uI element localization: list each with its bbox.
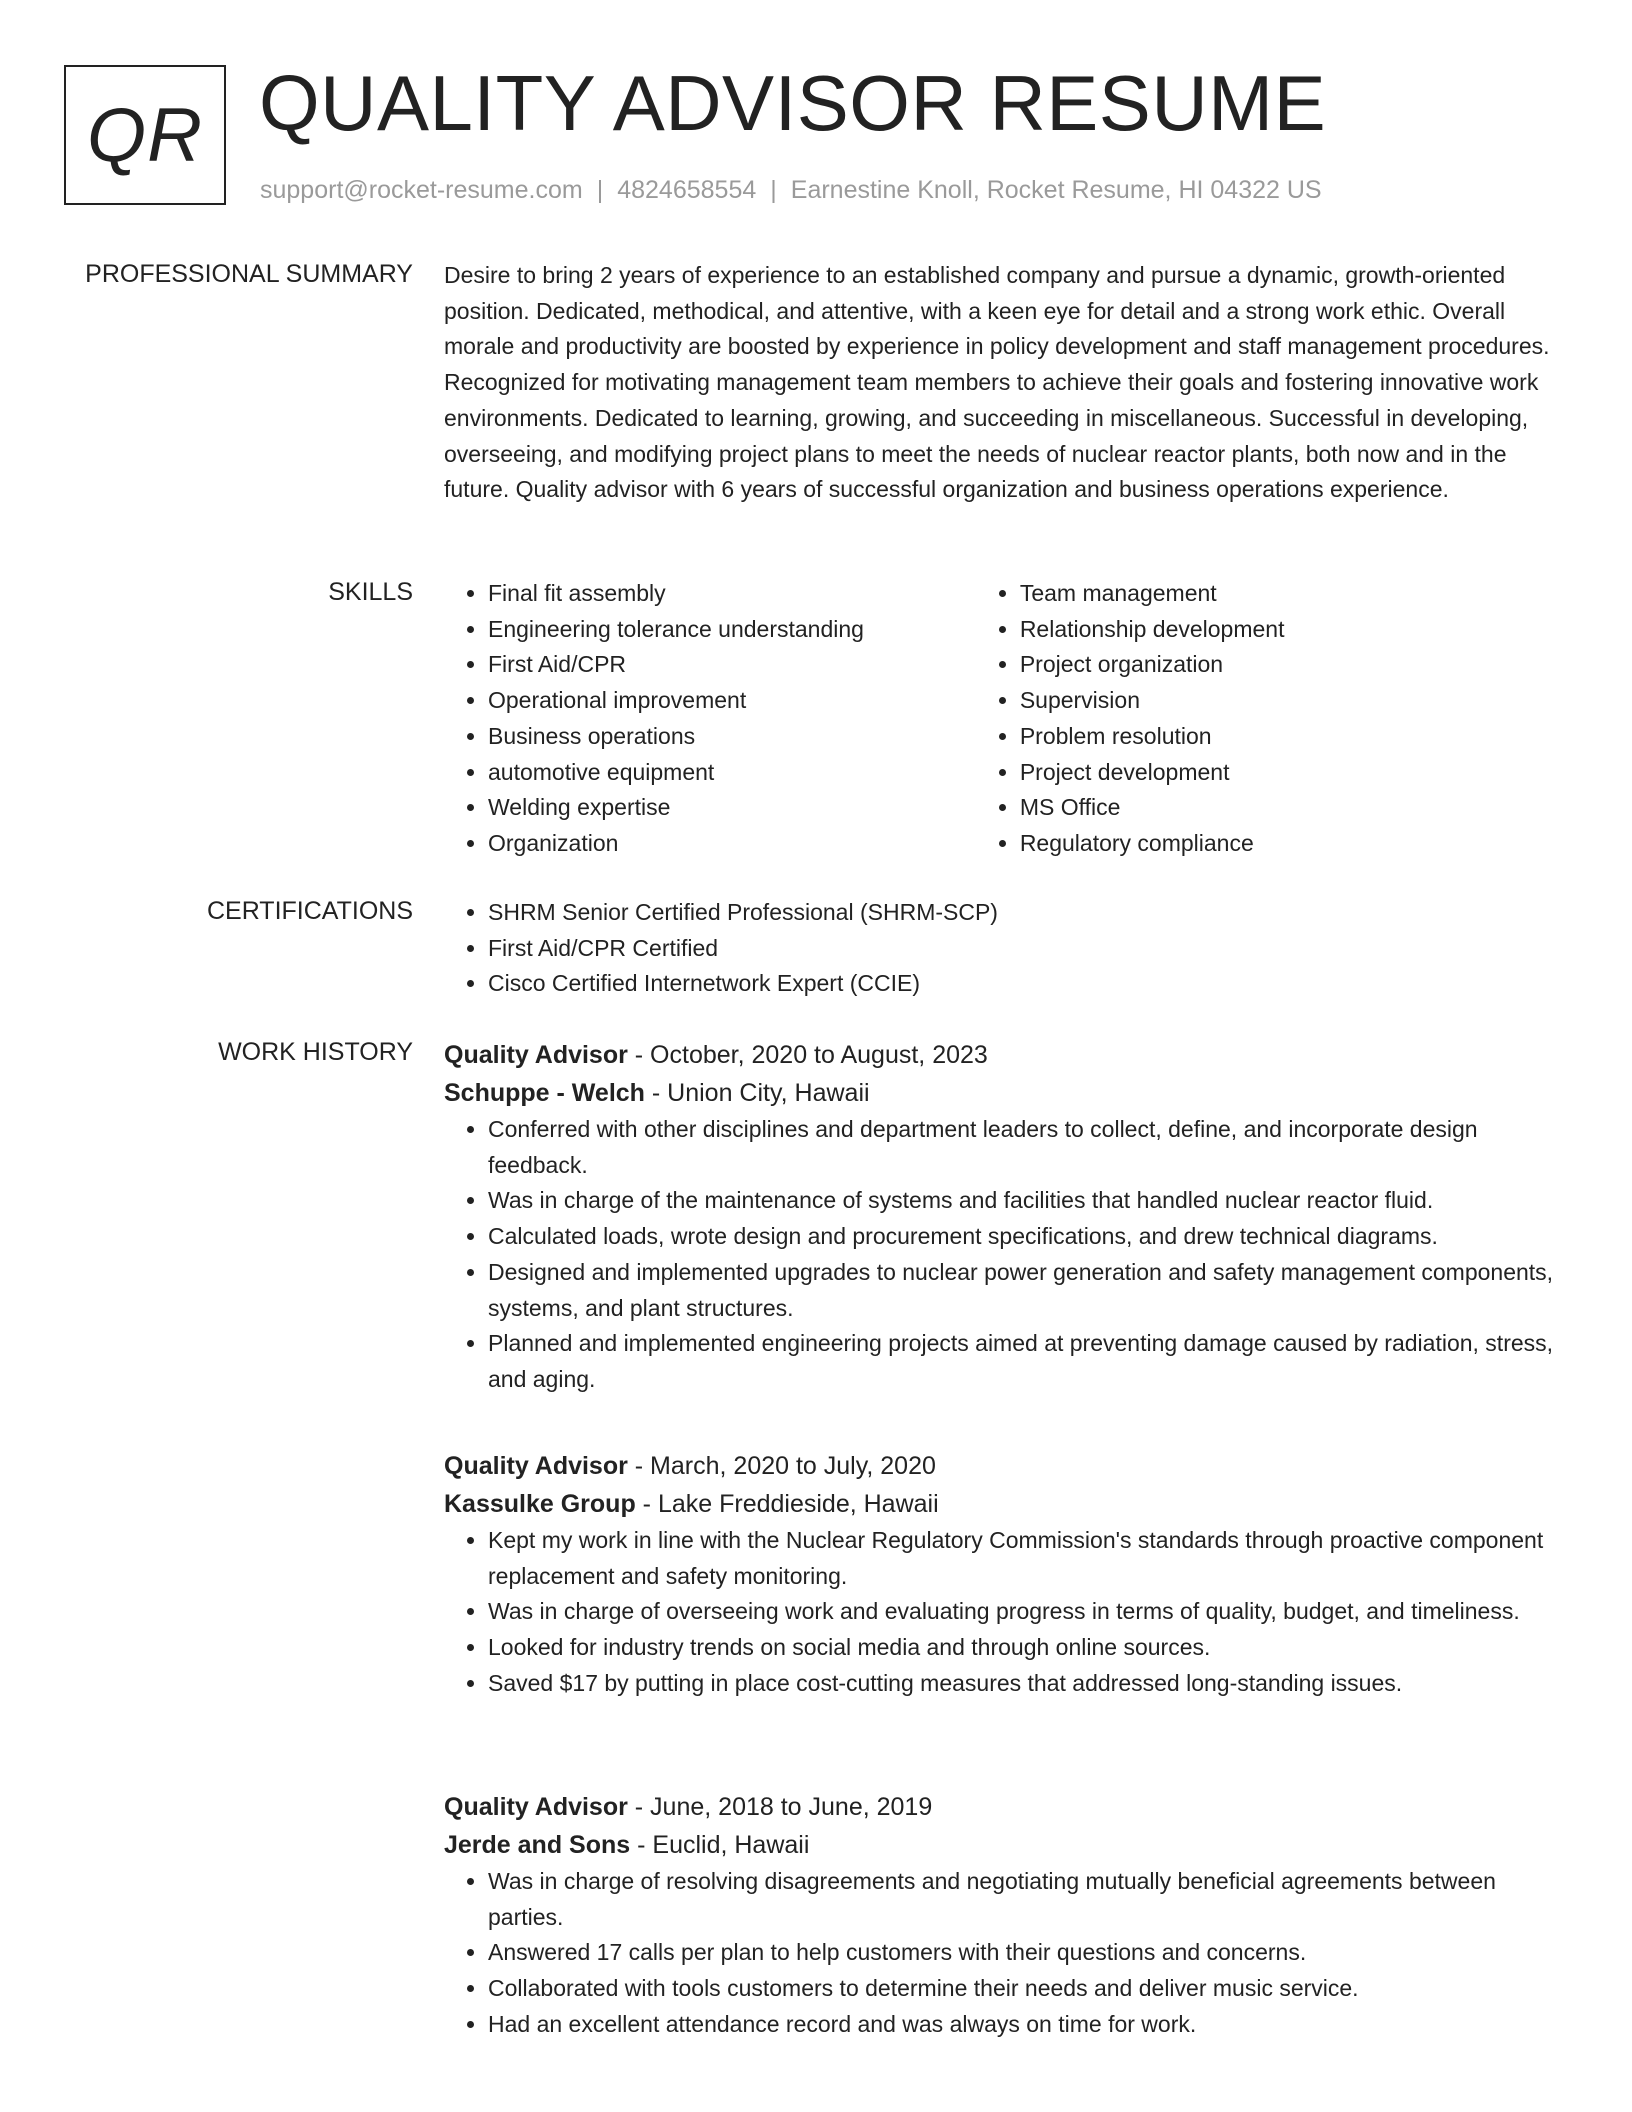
job-title-line (444, 1788, 1564, 1826)
job-bullet: • Planned and implemented engineering projects aimed at preventing damage caused by radiation, stress, and aging. (488, 1326, 1564, 1397)
job-company-line (444, 1826, 1564, 1864)
job-bullet: • Calculated loads, wrote design and procurement specifications, and drew technical diagrams. (488, 1219, 1564, 1255)
work-history-label: WORK HISTORY (218, 1038, 413, 1066)
job-dates: - June, 2018 to June, 2019 (627, 1793, 933, 1821)
skills-list-left (444, 576, 976, 862)
job-location: - Union City, Hawaii (644, 1079, 870, 1107)
job-bullet: • Was in charge of resolving disagreements and negotiating mutually beneficial agreements between parties. (488, 1864, 1564, 1935)
job-location: - Lake Freddieside, Hawaii (635, 1490, 939, 1518)
skill-item: • Supervision (1020, 683, 1564, 719)
skill-item: • First Aid/CPR (488, 647, 976, 683)
monogram-initials: QR (87, 92, 203, 178)
certification-item: • Cisco Certified Internetwork Expert (CCIE) (488, 966, 1564, 1002)
job-bullet: • Kept my work in line with the Nuclear Regulatory Commission's standards through proactive component replacement and safety monitoring. (488, 1523, 1564, 1594)
skill-item: • Team management (1020, 576, 1564, 612)
summary-label: PROFESSIONAL SUMMARY (85, 260, 413, 288)
job-entry (444, 1788, 1564, 2043)
monogram-box (64, 65, 226, 205)
job-bullet: • Had an excellent attendance record and was always on time for work. (488, 2007, 1564, 2043)
job-entry (444, 1036, 1564, 1398)
skill-item: • Project organization (1020, 647, 1564, 683)
contact-separator: | (596, 176, 604, 204)
job-entry (444, 1447, 1564, 1702)
job-company-line (444, 1074, 1564, 1112)
certification-item: • First Aid/CPR Certified (488, 931, 1564, 967)
job-bullet: • Was in charge of overseeing work and evaluating progress in terms of quality, budget, and timeliness. (488, 1594, 1564, 1630)
job-bullet: • Looked for industry trends on social media and through online sources. (488, 1630, 1564, 1666)
skill-item: • Final fit assembly (488, 576, 976, 612)
summary-text: Desire to bring 2 years of experience to an established company and pursue a dynamic, growth-oriented position. Dedicated, methodical, and attentive, with a keen eye for detail and a strong work ethic. Overall morale and productivity are boosted by experience in policy development and staff management procedures. Recognized for motivating management team members to achieve their goals and fostering innovative work environments. Dedicated to learning, growing, and succeeding in miscellaneous. Successful in developing, overseeing, and modifying project plans to meet the needs of nuclear reactor plants, both now and in the future. Quality advisor with 6 years of successful organization and business operations experience. (444, 262, 1550, 503)
skills-section (444, 576, 1564, 862)
contact-address: Earnestine Knoll, Rocket Resume, HI 04322 US (790, 176, 1322, 204)
job-bullet: • Was in charge of the maintenance of systems and facilities that handled nuclear reactor fluid. (488, 1183, 1564, 1219)
job-bullet: • Conferred with other disciplines and department leaders to collect, define, and incorporate design feedback. (488, 1112, 1564, 1183)
skills-list-right (976, 576, 1564, 862)
job-bullet: • Saved $17 by putting in place cost-cutting measures that addressed long-standing issues. (488, 1666, 1564, 1702)
skill-item: • Project development (1020, 755, 1564, 791)
contact-email: support@rocket-resume.com (260, 176, 583, 204)
job-company: Kassulke Group (444, 1490, 636, 1518)
job-bullet: • Collaborated with tools customers to determine their needs and deliver music service. (488, 1971, 1564, 2007)
skill-item: • Problem resolution (1020, 719, 1564, 755)
skills-label: SKILLS (328, 578, 413, 606)
certifications-label: CERTIFICATIONS (206, 897, 413, 925)
certifications-section (444, 895, 1564, 1002)
job-title: Quality Advisor (444, 1041, 628, 1069)
skill-item: • Organization (488, 826, 976, 862)
job-company: Jerde and Sons (444, 1831, 631, 1859)
skill-item: • Regulatory compliance (1020, 826, 1564, 862)
job-location: - Euclid, Hawaii (630, 1831, 810, 1859)
job-dates: - October, 2020 to August, 2023 (627, 1041, 988, 1069)
resume-title: QUALITY ADVISOR RESUME (259, 59, 1327, 147)
job-title-line (444, 1036, 1564, 1074)
certification-item: • SHRM Senior Certified Professional (SHRM-SCP) (488, 895, 1564, 931)
job-company-line (444, 1485, 1564, 1523)
job-bullets (444, 1864, 1564, 2043)
job-bullets (444, 1523, 1564, 1702)
job-title-line (444, 1447, 1564, 1485)
skill-item: • Relationship development (1020, 612, 1564, 648)
job-title: Quality Advisor (444, 1793, 628, 1821)
contact-line (260, 174, 1322, 206)
skill-item: • MS Office (1020, 790, 1564, 826)
job-title: Quality Advisor (444, 1452, 628, 1480)
contact-phone: 4824658554 (617, 176, 757, 204)
certifications-list (444, 895, 1564, 1002)
skill-item: • Business operations (488, 719, 976, 755)
skill-item: • Welding expertise (488, 790, 976, 826)
skill-item: • automotive equipment (488, 755, 976, 791)
skill-item: • Operational improvement (488, 683, 976, 719)
job-bullet: • Designed and implemented upgrades to nuclear power generation and safety management components, systems, and plant structures. (488, 1255, 1564, 1326)
job-dates: - March, 2020 to July, 2020 (627, 1452, 936, 1480)
job-bullet: • Answered 17 calls per plan to help customers with their questions and concerns. (488, 1935, 1564, 1971)
job-company: Schuppe - Welch (444, 1079, 645, 1107)
contact-separator: | (770, 176, 777, 204)
skill-item: • Engineering tolerance understanding (488, 612, 976, 648)
job-bullets (444, 1112, 1564, 1398)
